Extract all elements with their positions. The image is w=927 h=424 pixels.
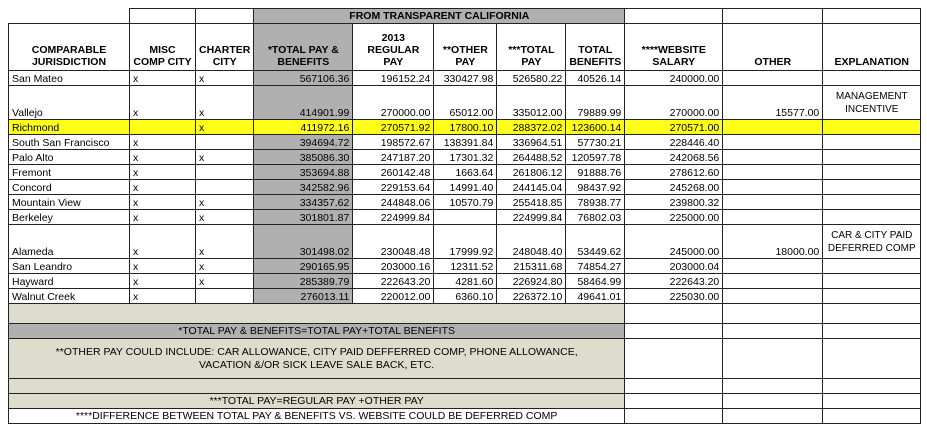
cell-jurisdiction: Mountain View	[9, 195, 130, 210]
cell-total-pay-benefits: 567106.36	[254, 71, 353, 86]
cell-website-salary: 270000.00	[625, 86, 723, 120]
cell-total-benefits: 79889.99	[566, 86, 625, 120]
cell-other-pay: 330427.98	[434, 71, 497, 86]
cell-website-salary: 245000.00	[625, 225, 723, 259]
cell-website-salary: 225030.00	[625, 289, 723, 304]
blank-cell	[9, 379, 625, 394]
cell-other-pay: 65012.00	[434, 86, 497, 120]
cell-misc-comp: x	[130, 225, 196, 259]
cell-other-pay: 138391.84	[434, 135, 497, 150]
cell-total-benefits: 76802.03	[566, 210, 625, 225]
cell-total-pay-benefits: 411972.16	[254, 120, 353, 135]
header-other: OTHER	[723, 24, 823, 71]
note-total-pay-benefits: *TOTAL PAY & BENEFITS=TOTAL PAY+TOTAL BENEFITS	[9, 324, 625, 339]
header-total-benefits: TOTAL BENEFITS	[566, 24, 625, 71]
cell-misc-comp: x	[130, 86, 196, 120]
blank-cell	[625, 304, 723, 324]
cell-total-pay-benefits: 290165.95	[254, 259, 353, 274]
cell-charter	[196, 165, 254, 180]
blank-cell	[723, 409, 823, 424]
cell-website-salary: 225000.00	[625, 210, 723, 225]
header-misc-comp-city: MISC COMP CITY	[130, 24, 196, 71]
cell-other-pay: 10570.79	[434, 195, 497, 210]
blank-cell	[9, 9, 130, 24]
cell-jurisdiction: Hayward	[9, 274, 130, 289]
cell-total-pay-benefits: 414901.99	[254, 86, 353, 120]
cell-misc-comp: x	[130, 259, 196, 274]
cell-misc-comp: x	[130, 180, 196, 195]
cell-total-pay-benefits: 342582.96	[254, 180, 353, 195]
cell-other	[723, 274, 823, 289]
cell-total-pay: 244145.04	[497, 180, 566, 195]
table-row	[9, 259, 921, 274]
blank-cell	[823, 304, 921, 324]
cell-total-pay-benefits: 301498.02	[254, 225, 353, 259]
cell-explanation	[823, 165, 921, 180]
cell-other	[723, 180, 823, 195]
cell-total-benefits: 123600.14	[566, 120, 625, 135]
cell-misc-comp: x	[130, 135, 196, 150]
blank-cell	[723, 324, 823, 339]
cell-explanation: MANAGEMENT INCENTIVE	[823, 86, 921, 120]
table-row	[9, 289, 921, 304]
header-charter-city: CHARTER CITY	[196, 24, 254, 71]
cell-other-pay: 6360.10	[434, 289, 497, 304]
blank-cell	[625, 394, 723, 409]
cell-jurisdiction: San Leandro	[9, 259, 130, 274]
blank-cell	[823, 339, 921, 379]
note-other-pay: **OTHER PAY COULD INCLUDE: CAR ALLOWANCE, CITY PAID DEFFERRED COMP, PHONE ALLOWANCE, VACATION &/OR SICK LEAVE SALE BACK, ETC.	[9, 339, 625, 379]
blank-cell	[823, 394, 921, 409]
cell-misc-comp: x	[130, 210, 196, 225]
cell-website-salary: 228446.40	[625, 135, 723, 150]
cell-charter: x	[196, 195, 254, 210]
cell-jurisdiction: Concord	[9, 180, 130, 195]
cell-charter: x	[196, 274, 254, 289]
comparison-table	[8, 8, 921, 424]
salary-comparison-sheet	[8, 8, 921, 424]
cell-misc-comp: x	[130, 289, 196, 304]
cell-charter	[196, 289, 254, 304]
header-jurisdiction: COMPARABLE JURISDICTION	[9, 24, 130, 71]
cell-total-benefits: 58464.99	[566, 274, 625, 289]
blank-cell	[723, 394, 823, 409]
cell-total-pay-benefits: 394694.72	[254, 135, 353, 150]
cell-total-pay: 224999.84	[497, 210, 566, 225]
cell-other-pay: 17999.92	[434, 225, 497, 259]
cell-other	[723, 195, 823, 210]
cell-misc-comp: x	[130, 71, 196, 86]
cell-explanation	[823, 195, 921, 210]
cell-total-pay-benefits: 276013.11	[254, 289, 353, 304]
cell-total-benefits: 91888.76	[566, 165, 625, 180]
cell-charter	[196, 135, 254, 150]
cell-regular-pay: 230048.48	[353, 225, 434, 259]
table-row	[9, 210, 921, 225]
cell-total-pay: 248048.40	[497, 225, 566, 259]
cell-explanation	[823, 289, 921, 304]
blank-cell	[625, 409, 723, 424]
blank-cell	[823, 324, 921, 339]
cell-regular-pay: 222643.20	[353, 274, 434, 289]
cell-explanation: CAR & CITY PAID DEFERRED COMP	[823, 225, 921, 259]
cell-total-pay-benefits: 385086.30	[254, 150, 353, 165]
cell-total-benefits: 78938.77	[566, 195, 625, 210]
cell-other	[723, 210, 823, 225]
cell-explanation	[823, 150, 921, 165]
cell-charter: x	[196, 120, 254, 135]
cell-other: 18000.00	[723, 225, 823, 259]
cell-regular-pay: 270000.00	[353, 86, 434, 120]
cell-total-benefits: 57730.21	[566, 135, 625, 150]
blank-cell	[196, 9, 254, 24]
cell-jurisdiction: Walnut Creek	[9, 289, 130, 304]
cell-total-pay: 526580.22	[497, 71, 566, 86]
blank-cell	[625, 9, 723, 24]
cell-other-pay: 14991.40	[434, 180, 497, 195]
source-banner: FROM TRANSPARENT CALIFORNIA	[254, 9, 625, 24]
table-row	[9, 71, 921, 86]
cell-regular-pay: 203000.16	[353, 259, 434, 274]
header-other-pay: **OTHER PAY	[434, 24, 497, 71]
cell-explanation	[823, 71, 921, 86]
cell-website-salary: 240000.00	[625, 71, 723, 86]
blank-cell	[823, 379, 921, 394]
cell-other	[723, 135, 823, 150]
cell-other: 15577.00	[723, 86, 823, 120]
cell-website-salary: 270571.00	[625, 120, 723, 135]
cell-total-benefits: 120597.78	[566, 150, 625, 165]
cell-jurisdiction: Vallejo	[9, 86, 130, 120]
table-row	[9, 165, 921, 180]
cell-jurisdiction: San Mateo	[9, 71, 130, 86]
cell-charter: x	[196, 259, 254, 274]
header-total-pay: ***TOTAL PAY	[497, 24, 566, 71]
cell-charter: x	[196, 71, 254, 86]
cell-charter: x	[196, 150, 254, 165]
cell-total-pay: 261806.12	[497, 165, 566, 180]
cell-regular-pay: 229153.64	[353, 180, 434, 195]
cell-jurisdiction: South San Francisco	[9, 135, 130, 150]
cell-total-pay-benefits: 353694.88	[254, 165, 353, 180]
blank-cell	[625, 379, 723, 394]
cell-other	[723, 165, 823, 180]
cell-explanation	[823, 259, 921, 274]
cell-regular-pay: 224999.84	[353, 210, 434, 225]
cell-regular-pay: 247187.20	[353, 150, 434, 165]
cell-jurisdiction: Richmond	[9, 120, 130, 135]
cell-total-pay: 264488.52	[497, 150, 566, 165]
cell-jurisdiction: Alameda	[9, 225, 130, 259]
cell-total-benefits: 74854.27	[566, 259, 625, 274]
blank-cell	[723, 9, 823, 24]
blank-cell	[823, 9, 921, 24]
cell-total-pay: 288372.02	[497, 120, 566, 135]
blank-cell	[625, 324, 723, 339]
cell-charter: x	[196, 86, 254, 120]
cell-total-pay: 335012.00	[497, 86, 566, 120]
table-row	[9, 135, 921, 150]
table-row	[9, 150, 921, 165]
cell-misc-comp: x	[130, 195, 196, 210]
cell-misc-comp: x	[130, 150, 196, 165]
cell-total-pay: 215311.68	[497, 259, 566, 274]
cell-other	[723, 259, 823, 274]
cell-other-pay: 17301.32	[434, 150, 497, 165]
cell-total-pay: 226924.80	[497, 274, 566, 289]
cell-total-benefits: 53449.62	[566, 225, 625, 259]
cell-jurisdiction: Fremont	[9, 165, 130, 180]
header-website-salary: ****WEBSITE SALARY	[625, 24, 723, 71]
cell-explanation	[823, 120, 921, 135]
cell-total-pay: 226372.10	[497, 289, 566, 304]
note-website-difference: ****DIFFERENCE BETWEEN TOTAL PAY & BENEFITS VS. WEBSITE COULD BE DEFERRED COMP	[9, 409, 625, 424]
note-total-pay: ***TOTAL PAY=REGULAR PAY +OTHER PAY	[9, 394, 625, 409]
table-row	[9, 225, 921, 259]
blank-cell	[723, 339, 823, 379]
cell-other	[723, 289, 823, 304]
table-row	[9, 120, 921, 135]
cell-total-benefits: 49641.01	[566, 289, 625, 304]
cell-other-pay: 17800.10	[434, 120, 497, 135]
cell-other	[723, 71, 823, 86]
cell-website-salary: 239800.32	[625, 195, 723, 210]
blank-cell	[9, 304, 625, 324]
header-regular-pay: 2013 REGULAR PAY	[353, 24, 434, 71]
cell-regular-pay: 270571.92	[353, 120, 434, 135]
cell-misc-comp: x	[130, 165, 196, 180]
cell-website-salary: 278612.60	[625, 165, 723, 180]
cell-explanation	[823, 180, 921, 195]
cell-regular-pay: 198572.67	[353, 135, 434, 150]
cell-total-pay: 336964.51	[497, 135, 566, 150]
cell-regular-pay: 220012.00	[353, 289, 434, 304]
cell-regular-pay: 260142.48	[353, 165, 434, 180]
cell-total-pay: 255418.85	[497, 195, 566, 210]
cell-website-salary: 222643.20	[625, 274, 723, 289]
cell-website-salary: 245268.00	[625, 180, 723, 195]
cell-charter: x	[196, 210, 254, 225]
cell-explanation	[823, 210, 921, 225]
cell-total-pay-benefits: 334357.62	[254, 195, 353, 210]
cell-explanation	[823, 274, 921, 289]
blank-cell	[723, 304, 823, 324]
header-explanation: EXPLANATION	[823, 24, 921, 71]
cell-other-pay: 12311.52	[434, 259, 497, 274]
cell-jurisdiction: Palo Alto	[9, 150, 130, 165]
cell-other-pay: 4281.60	[434, 274, 497, 289]
cell-misc-comp: x	[130, 274, 196, 289]
cell-total-pay-benefits: 285389.79	[254, 274, 353, 289]
cell-misc-comp	[130, 120, 196, 135]
cell-charter: x	[196, 225, 254, 259]
blank-cell	[723, 379, 823, 394]
cell-website-salary: 242068.56	[625, 150, 723, 165]
cell-other	[723, 150, 823, 165]
table-row	[9, 86, 921, 120]
table-row	[9, 195, 921, 210]
blank-cell	[625, 339, 723, 379]
cell-jurisdiction: Berkeley	[9, 210, 130, 225]
cell-total-pay-benefits: 301801.87	[254, 210, 353, 225]
cell-other-pay: 1663.64	[434, 165, 497, 180]
cell-total-benefits: 98437.92	[566, 180, 625, 195]
cell-regular-pay: 196152.24	[353, 71, 434, 86]
table-row	[9, 180, 921, 195]
blank-cell	[823, 409, 921, 424]
table-row	[9, 274, 921, 289]
blank-cell	[130, 9, 196, 24]
cell-regular-pay: 244848.06	[353, 195, 434, 210]
cell-other	[723, 120, 823, 135]
cell-website-salary: 203000.04	[625, 259, 723, 274]
cell-total-benefits: 40526.14	[566, 71, 625, 86]
cell-other-pay	[434, 210, 497, 225]
cell-explanation	[823, 135, 921, 150]
cell-charter	[196, 180, 254, 195]
header-total-pay-benefits: *TOTAL PAY & BENEFITS	[254, 24, 353, 71]
